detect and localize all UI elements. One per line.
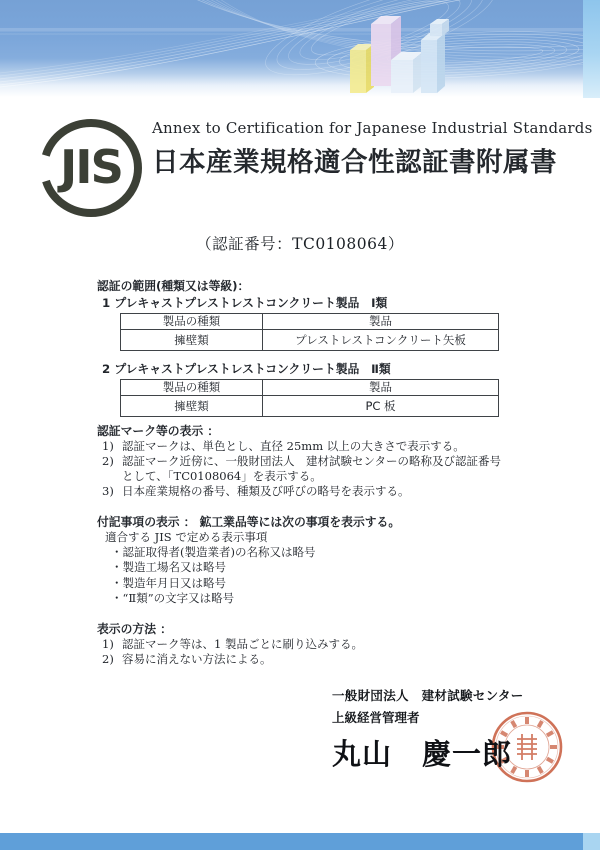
- mark-display-section: [97, 424, 509, 499]
- list-item: [102, 484, 509, 499]
- signature-organization: 一般財団法人 建材試験センター: [332, 688, 524, 703]
- table-row: [121, 396, 499, 417]
- item-marker: 2): [102, 454, 114, 468]
- notes-section: [97, 515, 509, 606]
- signature-block: [332, 686, 524, 773]
- notes-heading: 付記事項の表示 ： 鉱工業品等には次の事項を表示する。: [97, 515, 401, 529]
- title-japanese: 日本産業規格適合性認証書附属書: [152, 147, 557, 178]
- list-item: [102, 637, 509, 652]
- bullet-item: ・“Ⅱ類”の文字又は略号: [111, 590, 235, 605]
- header-wave-art: [0, 0, 600, 97]
- signature-role: 上級経営管理者: [332, 710, 420, 725]
- title-block: [152, 116, 593, 179]
- footer-blue-band: [0, 833, 583, 850]
- certification-number: （認証番号：TC0108064）: [196, 235, 404, 253]
- method-section: [97, 622, 509, 667]
- item-text: 日本産業規格の番号、種類及び呼びの略号を表示する。: [122, 484, 410, 498]
- footer-bar: [0, 833, 600, 850]
- table-header-cell: 製品の種類: [121, 380, 263, 396]
- table-header-cell: 製品: [263, 314, 499, 330]
- table-cell: 擁壁類: [121, 396, 263, 417]
- scope-heading: 認証の範囲(種類又は等級)：: [97, 279, 250, 293]
- table-header-cell: 製品: [263, 380, 499, 396]
- item-marker: 1): [102, 637, 114, 652]
- notes-subheading: 適合する JIS で定める表示事項: [105, 530, 268, 544]
- jis-logo-text: JIS: [56, 140, 122, 194]
- bullet-item: ・製造年月日又は略号: [111, 575, 226, 590]
- bullet-item: ・認証取得者(製造業者)の名称又は略号: [111, 545, 316, 560]
- table-header-cell: 製品の種類: [121, 314, 263, 330]
- prism-blocks-decoration: [350, 16, 449, 93]
- method-heading: 表示の方法 ：: [97, 622, 172, 637]
- list-item: [102, 454, 509, 484]
- item-text: 認証マーク等は、1 製品ごとに刷り込みする。: [122, 637, 363, 652]
- item-text: 認証マーク近傍に、一般財団法人 建材試験センターの略称及び認証番号として、「TC0108064」を表示する。: [122, 454, 502, 483]
- signature-name: 丸山 慶一郎: [332, 737, 513, 771]
- item-marker: 2): [102, 652, 114, 667]
- header-artwork: [0, 0, 600, 97]
- mark-display-heading: 認証マーク等の表示 ：: [97, 424, 220, 438]
- header-right-strip: [583, 0, 600, 98]
- document-body: [97, 279, 509, 667]
- bullet-item: ・製造工場名又は略号: [111, 560, 226, 575]
- scope-table-1: [120, 313, 499, 351]
- item-text: 容易に消えない方法による。: [122, 652, 272, 667]
- table-cell: PC 板: [263, 396, 499, 417]
- scope-group-1-label: 1 プレキャストプレストレストコンクリート製品 Ⅰ類: [102, 296, 388, 310]
- jis-logo: [36, 116, 146, 220]
- title-english: Annex to Certification for Japanese Industrial Standards: [152, 119, 593, 137]
- table-cell: プレストレストコンクリート矢板: [263, 330, 499, 351]
- scope-table-2: [120, 379, 499, 417]
- scope-group-2-label: 2 プレキャストプレストレストコンクリート製品 Ⅱ類: [102, 362, 391, 376]
- item-marker: 1): [102, 439, 114, 453]
- table-cell: 擁壁類: [121, 330, 263, 351]
- item-marker: 3): [102, 484, 114, 498]
- list-item: [102, 439, 509, 454]
- table-row: [121, 330, 499, 351]
- footer-light-square: [583, 833, 600, 850]
- brand-row: [36, 116, 593, 220]
- item-text: 認証マークは、単色とし、直径 25mm 以上の大きさで表示する。: [122, 439, 465, 453]
- list-item: [102, 652, 509, 667]
